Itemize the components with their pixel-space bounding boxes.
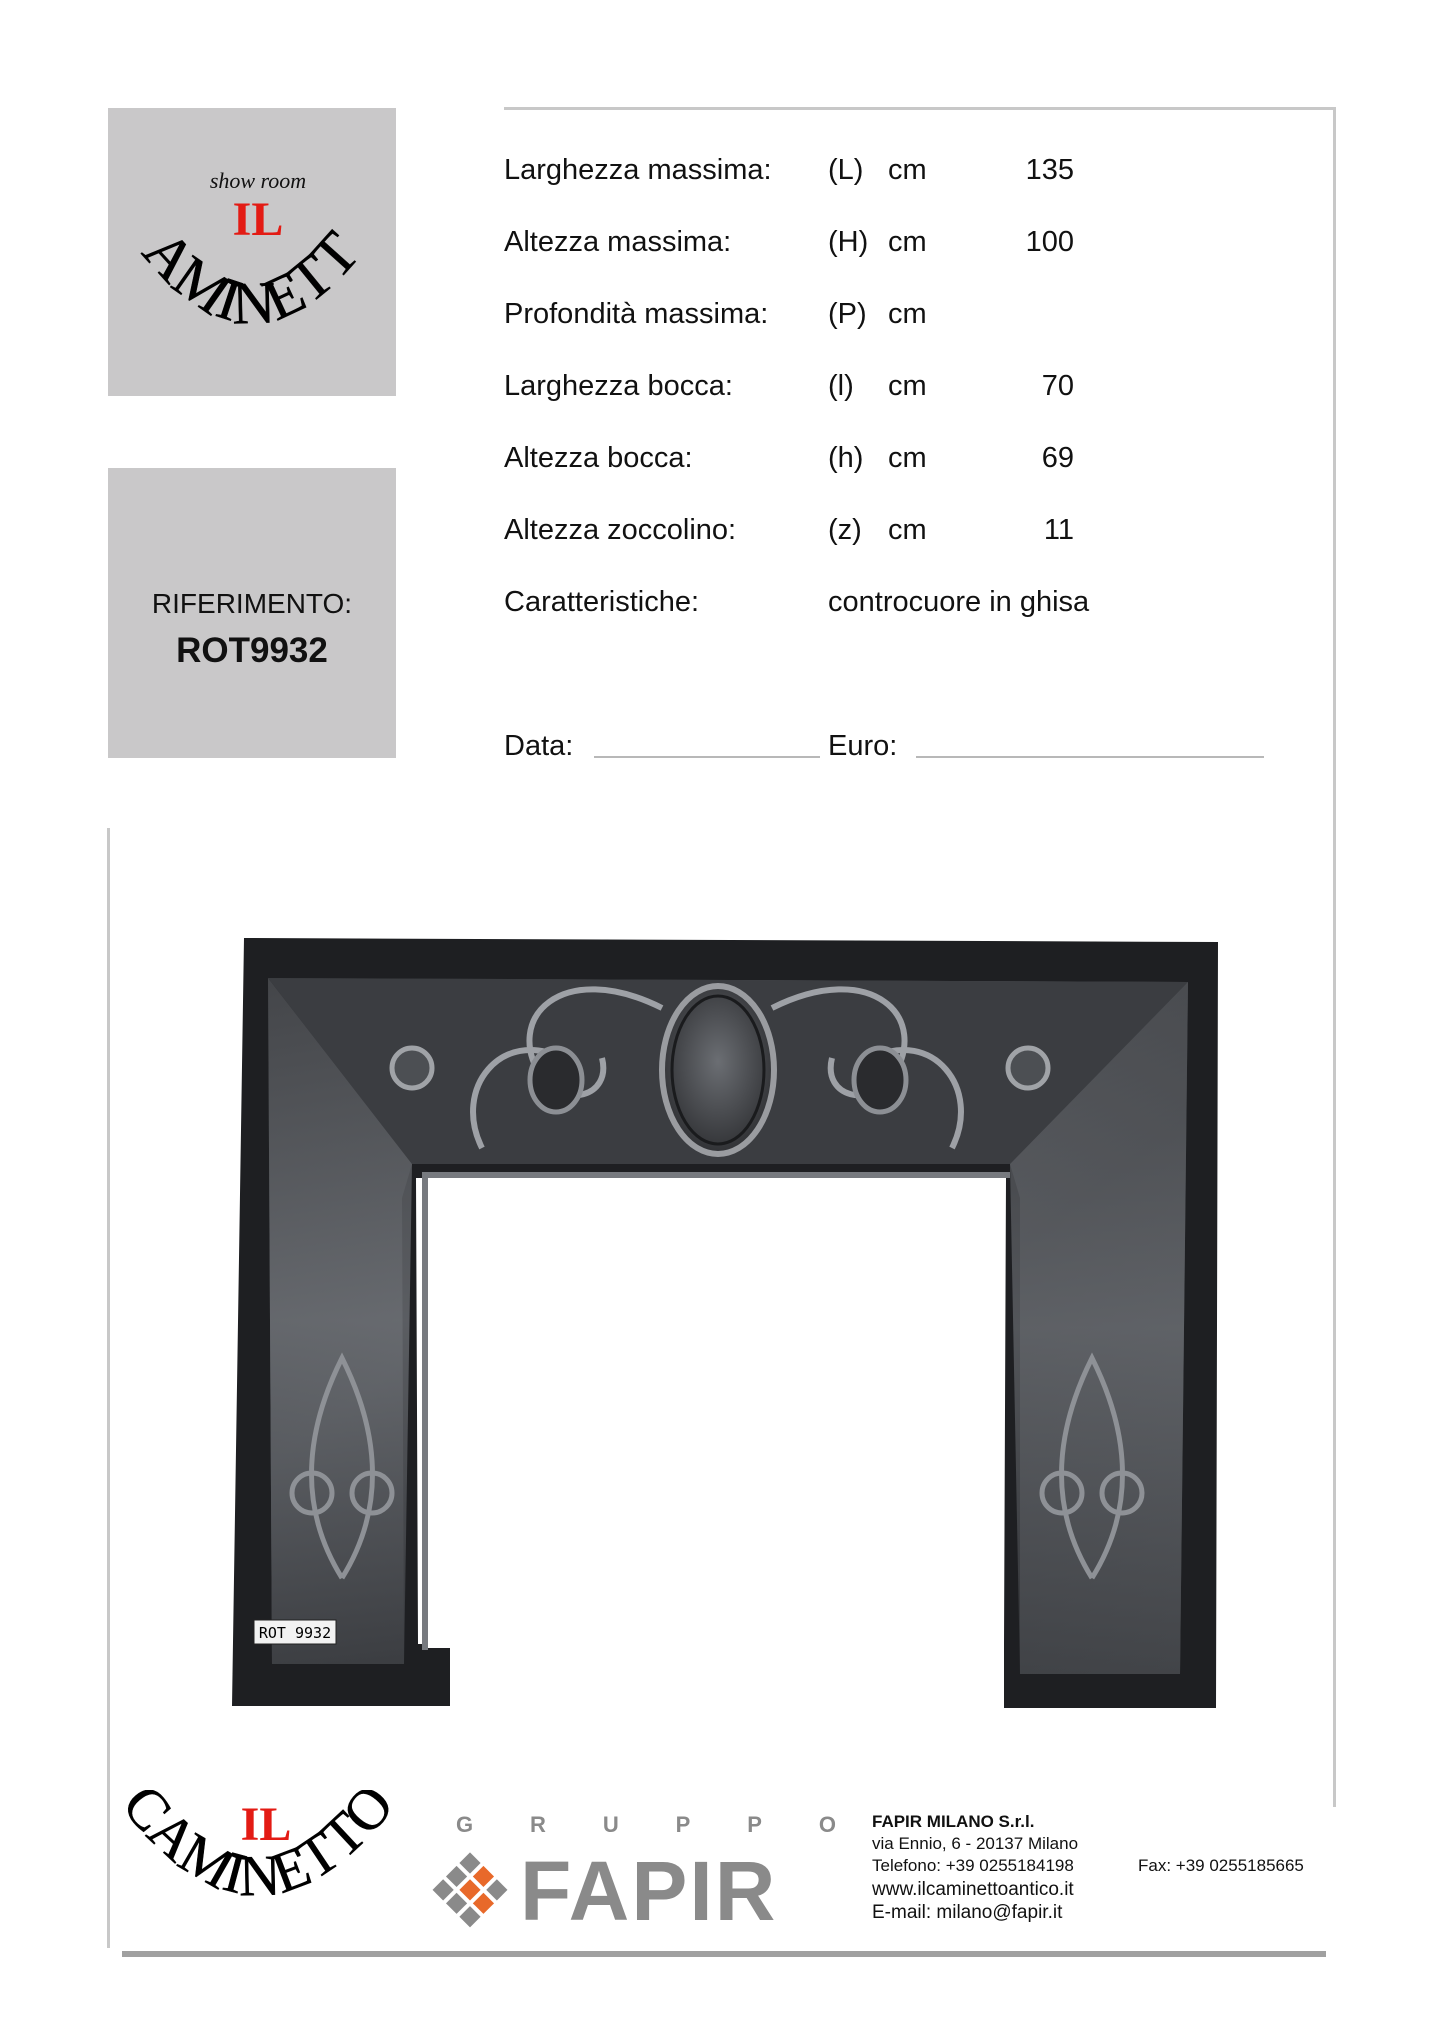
- footer-fax: Fax: +39 0255185665: [1138, 1856, 1304, 1875]
- spec-symbol: (H): [828, 226, 869, 258]
- caminetto-logo: [108, 108, 396, 396]
- logo-il: IL: [232, 193, 284, 246]
- bottom-rule: [122, 1951, 1326, 1957]
- reference-label: RIFERIMENTO:: [151, 588, 353, 619]
- logo-tagline: show room: [209, 168, 307, 193]
- date-input-line[interactable]: [594, 756, 820, 758]
- spec-value: 70: [1041, 370, 1074, 402]
- gruppo-letter: P: [747, 1812, 762, 1837]
- spec-value: 135: [1025, 154, 1074, 186]
- footer-company: FAPIR MILANO S.r.l.: [872, 1812, 1035, 1831]
- gruppo-letter: U: [602, 1812, 619, 1837]
- spec-label: Altezza zoccolino:: [504, 514, 737, 546]
- spec-label: Profondità massima:: [504, 298, 769, 330]
- reference-code: ROT9932: [176, 631, 328, 670]
- fireplace-photo: [232, 938, 1218, 1712]
- euro-label: Euro:: [828, 730, 898, 762]
- footer-logo: [118, 1790, 398, 1940]
- spec-unit: cm: [888, 370, 927, 402]
- spec-unit: cm: [888, 442, 927, 474]
- top-frame-line: [504, 107, 1336, 110]
- spec-unit: cm: [888, 298, 927, 330]
- spec-unit: cm: [888, 154, 927, 186]
- spec-symbol: (l): [828, 370, 854, 402]
- gruppo-letter: R: [530, 1812, 546, 1837]
- spec-label: Larghezza massima:: [504, 154, 772, 186]
- footer-email[interactable]: E-mail: milano@fapir.it: [872, 1902, 1063, 1923]
- spec-label: Larghezza bocca:: [504, 370, 733, 402]
- gruppo-letter: G: [456, 1812, 474, 1837]
- footer-phone: Telefono: +39 0255184198: [872, 1856, 1074, 1875]
- fireplace-illustration: [232, 938, 1218, 1712]
- spec-value: 69: [1041, 442, 1074, 474]
- gruppo-letters: [456, 1812, 836, 1838]
- footer-website[interactable]: www.ilcaminettoantico.it: [872, 1879, 1074, 1900]
- footer-address: via Ennio, 6 - 20137 Milano: [872, 1834, 1079, 1853]
- right-frame-line: [1333, 107, 1336, 1807]
- left-frame-line: [107, 828, 110, 1948]
- date-label: Data:: [504, 730, 574, 762]
- footer-logo-caminetto: AMINETT: [135, 1797, 378, 1909]
- gruppo-letter: O: [818, 1812, 836, 1837]
- footer-caminetto-logo: [118, 1790, 398, 1940]
- gruppo-letter: P: [675, 1812, 691, 1837]
- footer-logo-il: IL: [240, 1798, 292, 1851]
- fapir-diamond-icon: [428, 1850, 512, 1934]
- spec-value: 100: [1025, 226, 1074, 258]
- euro-input-line[interactable]: [916, 756, 1264, 758]
- reference-box: [108, 468, 396, 758]
- spec-symbol: (h): [828, 442, 864, 474]
- spec-value: 11: [1043, 514, 1074, 546]
- gruppo-fapir-logo: [428, 1810, 838, 1940]
- spec-unit: cm: [888, 514, 927, 546]
- spec-symbol: (L): [828, 154, 864, 186]
- spec-symbol: (z): [828, 514, 862, 546]
- logo-box: [108, 108, 396, 396]
- spec-label: Altezza massima:: [504, 226, 732, 258]
- logo-caminetto: AMINETT: [130, 217, 371, 337]
- photo-tag-label: ROT 9932: [258, 1624, 332, 1642]
- fapir-brand: FAPIR: [520, 1844, 778, 1938]
- spec-symbol: (P): [828, 298, 867, 330]
- spec-label: Altezza bocca:: [504, 442, 693, 474]
- features-value: controcuore in ghisa: [828, 586, 1090, 618]
- spec-unit: cm: [888, 226, 927, 258]
- features-label: Caratteristiche:: [504, 586, 700, 618]
